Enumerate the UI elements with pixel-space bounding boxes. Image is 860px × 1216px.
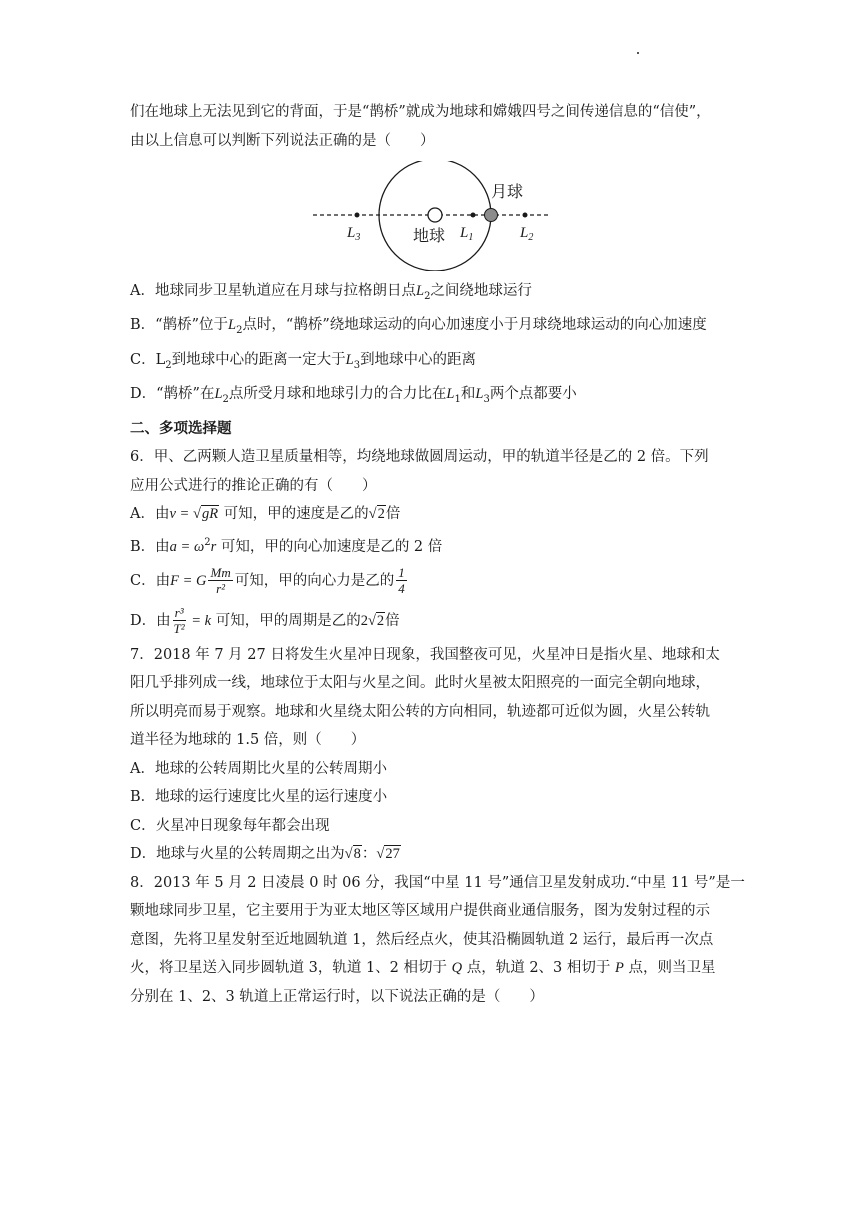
q7-line-4: 道半径为地球的 1.5 倍，则（ ） [130, 732, 366, 749]
l3-label: $L_3$ [347, 225, 361, 243]
q7-line-2: 阳几乎排列成一线，地球位于太阳与火星之间。此时火星被太阳照亮的一面完全朝向地球， [130, 675, 710, 692]
q6-option-a: A．由v = √gR 可知，甲的速度是乙的√2倍 [130, 506, 401, 523]
q7-option-a: A．地球的公转周期比火星的公转周期小 [130, 760, 387, 777]
intro-line-2: 由以上信息可以判断下列说法正确的是（ ） [130, 132, 435, 149]
page-dot [637, 52, 639, 54]
q5-option-d: D．“鹊桥”在$L_2$点所受月球和地球引力的合力比在$L_1$和$L_3$两个点都要小 [130, 386, 577, 406]
q5-option-a: A．地球同步卫星轨道应在月球与拉格朗日点$L_2$之间绕地球运行 [130, 283, 532, 302]
moon-label: 月球 [491, 182, 524, 201]
q8-line-5: 分别在 1、2、3 轨道上正常运行时，以下说法正确的是（ ） [130, 988, 544, 1005]
l1-point [471, 213, 476, 218]
intro-line-1: 们在地球上无法见到它的背面，于是“鹊桥”就成为地球和嫦娥四号之间传递信息的“信使”， [130, 104, 711, 120]
q7-line-1: 7．2018 年 7 月 27 日将发生火星冲日现象，我国整夜可见，火星冲日是指火星、地球和太 [130, 646, 720, 663]
q6-option-b: B．由$a = \omega^2r$ 可知，甲的向心加速度是乙的 2 倍 [130, 536, 443, 555]
section-heading: 二、多项选择题 [130, 419, 232, 437]
q6-option-c: C．由F = G $\frac{Mm}{\text{r²}}$ 可知，甲的向心力是乙的 $\frac{1}{4}$ [130, 565, 405, 597]
earth-marker [428, 208, 442, 222]
l3-point [355, 213, 360, 218]
q8-line-4: 火，将卫星送入同步圆轨道 3，轨道 1、2 相切于 Q 点，轨道 2、3 相切于 P 点，则当卫星 [130, 960, 716, 977]
q8-line-1: 8．2013 年 5 月 2 日凌晨 0 时 06 分，我国“中星 11 号”通信卫星发射成功.“中星 11 号”是一 [130, 874, 745, 891]
q8-line-2: 颗地球同步卫星，它主要用于为亚太地区等区域用户提供商业通信服务，图为发射过程的示 [130, 903, 710, 920]
lagrange-diagram [305, 161, 555, 271]
q8-line-3: 意图，先将卫星发射至近地圆轨道 1，然后经点火，使其沿椭圆轨道 2 运行，最后再一次点 [130, 931, 714, 948]
l2-label: $L_2$ [520, 225, 534, 243]
document-page [130, 98, 745, 1011]
q7-option-b: B．地球的运行速度比火星的运行速度小 [130, 789, 388, 806]
moon-marker [485, 209, 498, 222]
l1-label: $L_1$ [460, 225, 474, 243]
q5-option-b: B．“鹊桥”位于$L_2$点时，“鹊桥”绕地球运动的向心加速度小于月球绕地球运动的向心加速度 [130, 317, 707, 337]
q7-option-d: D．地球与火星的公转周期之出为√8：√27 [130, 846, 400, 863]
q7-option-c: C．火星冲日现象每年都会出现 [130, 817, 330, 834]
q7-line-3: 所以明亮而易于观察。地球和火星绕太阳公转的方向相同，轨迹都可近似为圆，火星公转轨 [130, 703, 710, 720]
q5-option-c: C．$L_2$到地球中心的距离一定大于$L_3$到地球中心的距离 [130, 351, 477, 371]
q6-line-2: 应用公式进行的推论正确的有（ ） [130, 477, 377, 494]
q6-line-1: 6．甲、乙两颗人造卫星质量相等，均绕地球做圆周运动，甲的轨道半径是乙的 2 倍。下列 [130, 449, 709, 466]
earth-label: 地球 [413, 226, 446, 245]
q6-option-d: D．由 $\frac{\text{r³}}{\text{T²}}$ = k 可知，甲的周期是乙的2√2倍 [130, 605, 400, 637]
lagrange-figure [130, 161, 730, 271]
l2-point [523, 213, 528, 218]
